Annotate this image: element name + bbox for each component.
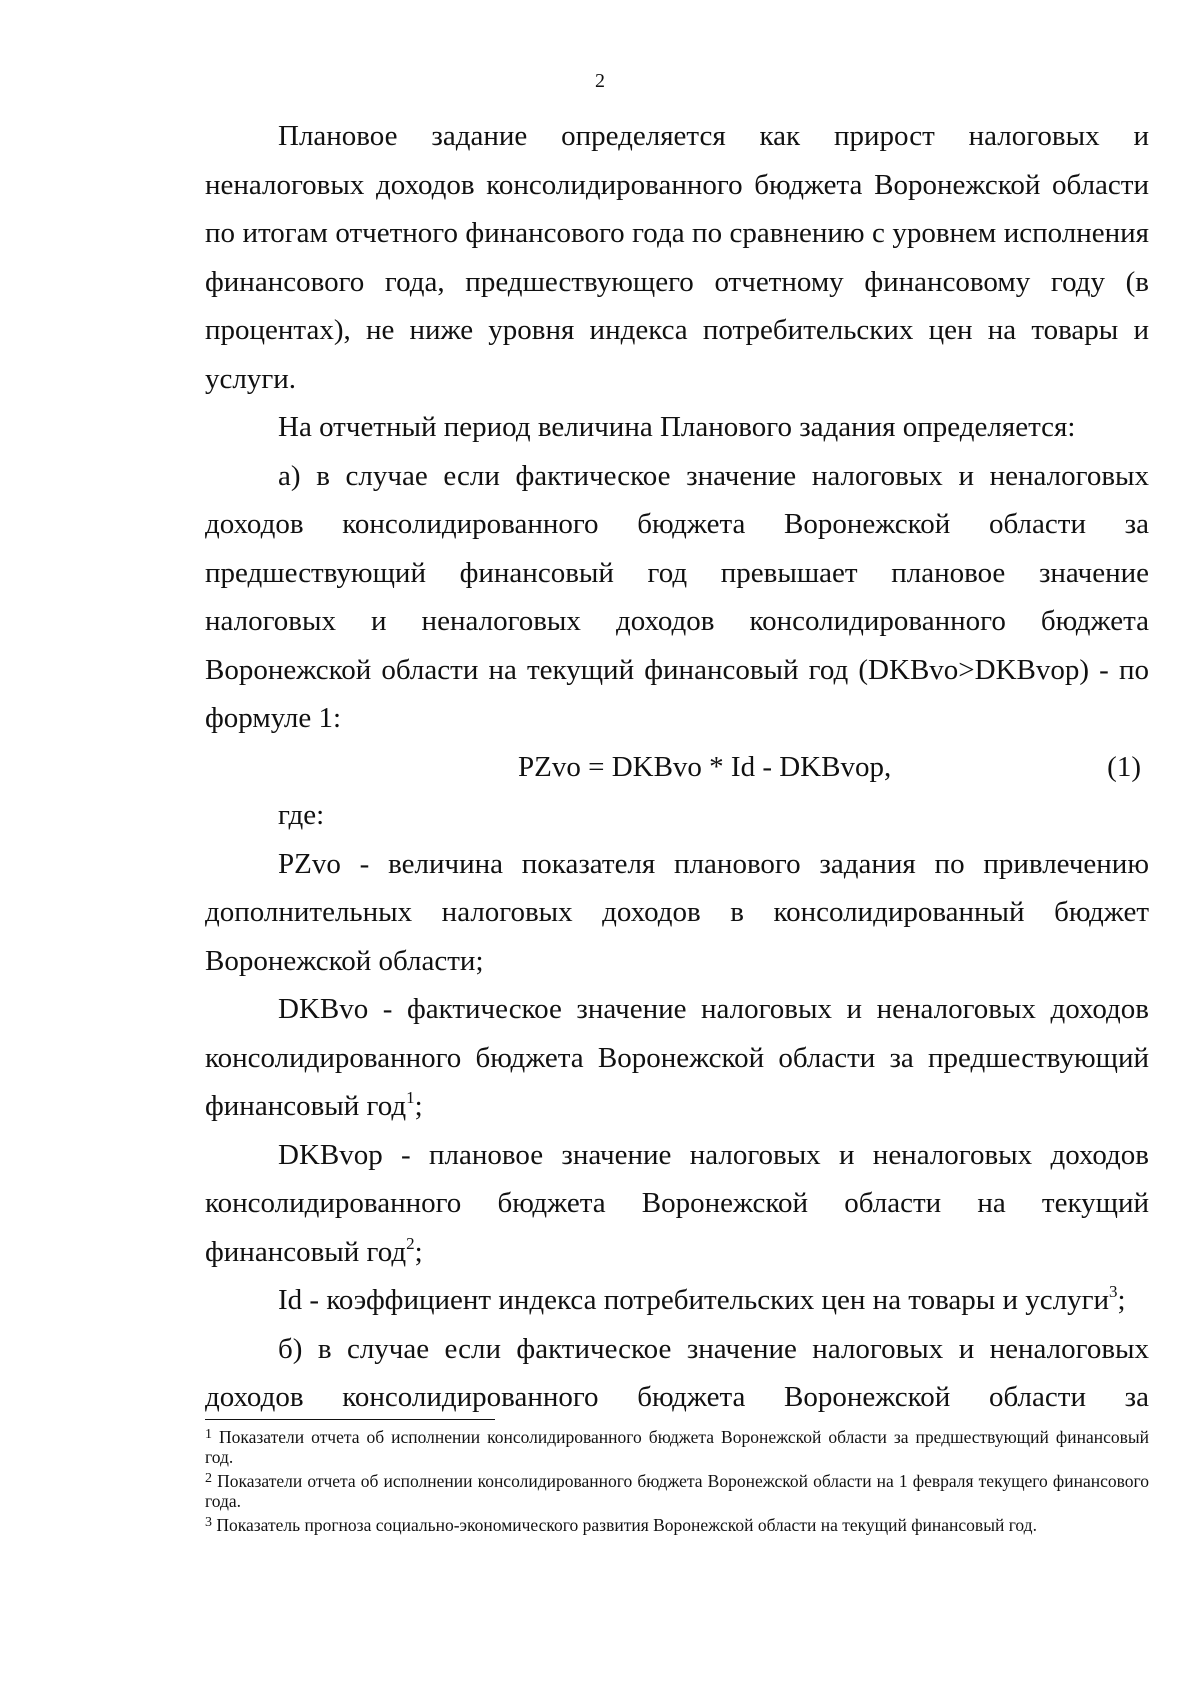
- footnote-3: [205, 1515, 1149, 1535]
- definition-pzvo: [205, 840, 1149, 986]
- definition-text: Id - коэффициент индекса потребительских цен на товары и услуги: [278, 1284, 1110, 1316]
- paragraph-planned-task: Плановое задание определяется как прирост налоговых и неналоговых доходов консолидированного бюджета Воронежской области по итогам отчетного финансового года по сравнению с уровнем исполнения финансового года, предшествующего отчетному финансовому году (в процентах), не ниже уровня индекса потребительских цен на товары и услуги.: [205, 120, 1149, 395]
- footnote-mark: 3: [205, 1515, 212, 1530]
- paragraph-case-a: а) в случае если фактическое значение налоговых и неналоговых доходов консолидированного бюджета Воронежской области за предшествующий финансовый год превышает плановое значение налоговых и неналоговых доходов консолидированного бюджета Воронежской области на текущий финансовый год (DKBvo>DKBvop) - по формуле 1:: [205, 459, 1149, 734]
- formula-number: (1): [1107, 750, 1141, 783]
- paragraph-case-b: б) в случае если фактическое значение налоговых и неналоговых доходов консолидированного бюджета Воронежской области за: [205, 1332, 1149, 1413]
- definition-text: DKBvop - плановое значение налоговых и неналоговых доходов консолидированного бюджета Воронежской области на текущий финансовый год: [205, 1138, 1149, 1268]
- where-label: где:: [278, 799, 325, 831]
- punctuation: ;: [414, 1235, 423, 1268]
- punctuation: ;: [1117, 1284, 1126, 1316]
- page-number: 2: [595, 70, 605, 92]
- footnote-text: Показатель прогноза социально-экономического развития Воронежской области на текущий финансовый год.: [216, 1515, 1037, 1535]
- definition-id: [205, 1276, 1149, 1325]
- definition-text: DKBvo - фактическое значение налоговых и неналоговых доходов консолидированного бюджета Воронежской области за предшествующий финансовый год: [205, 993, 1149, 1122]
- footnote-mark: 1: [205, 1427, 212, 1442]
- footnote-1: [205, 1427, 1149, 1467]
- footnotes: [205, 1427, 1149, 1539]
- formula-expression: PZvo = DKBvo * Id - DKBvop,: [518, 750, 892, 783]
- paragraph-reporting-period: На отчетный период величина Планового задания определяется:: [278, 411, 1076, 443]
- punctuation: ;: [414, 1090, 423, 1122]
- footnote-mark: 2: [205, 1471, 212, 1486]
- definition-dkbvo: [205, 985, 1149, 1131]
- definition-dkbvop: [205, 1131, 1149, 1277]
- footnote-2: [205, 1471, 1149, 1511]
- footnote-text: Показатели отчета об исполнении консолидированного бюджета Воронежской области на 1 февраля текущего финансового года.: [205, 1471, 1149, 1511]
- footnote-separator: [205, 1419, 495, 1420]
- document-body: [205, 112, 1149, 1422]
- definition-text: PZvo - величина показателя планового задания по привлечению дополнительных налоговых доходов в консолидированный бюджет Воронежской области;: [205, 847, 1149, 977]
- footnote-ref: 1: [406, 1088, 415, 1107]
- footnote-ref: 2: [406, 1233, 415, 1253]
- footnote-ref: 3: [1109, 1282, 1118, 1301]
- formula-1: [205, 743, 1149, 792]
- footnote-text: Показатели отчета об исполнении консолидированного бюджета Воронежской области за предшествующий финансовый год.: [205, 1427, 1149, 1467]
